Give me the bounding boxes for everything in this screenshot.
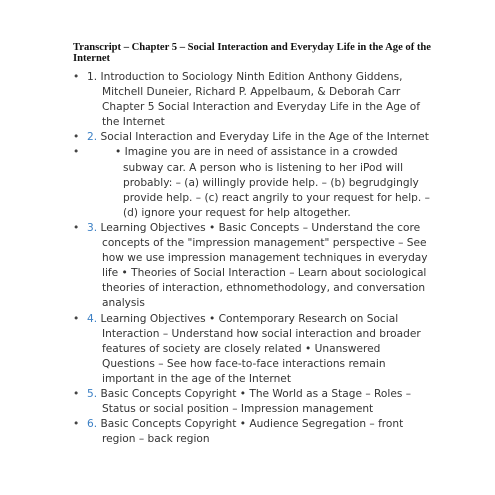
item-text: Introduction to Sociology Ninth Edition Anthony Giddens, Mitchell Duneier, Richard P. Appelbaum, & Deborah Carr Chapter 5 Social Interaction and Everyday Life in the Age of the Internet xyxy=(100,71,421,129)
bullet-icon: • xyxy=(73,418,80,431)
item-body xyxy=(87,70,433,130)
item-body xyxy=(87,221,433,312)
list-item xyxy=(73,387,433,417)
item-body xyxy=(87,387,433,417)
item-number: 1. xyxy=(87,71,98,83)
item-text: Learning Objectives • Contemporary Research on Social Interaction – Understand how social interaction and broader features of society are closely related • Unanswered Questions – See how face-to-face interactions remain important in the age of the Internet xyxy=(100,312,421,385)
item-number-link[interactable]: 3. xyxy=(87,221,98,234)
transcript-list xyxy=(73,70,433,447)
item-number-link[interactable]: 2. xyxy=(87,131,98,144)
item-body xyxy=(87,417,433,447)
list-item xyxy=(73,70,433,130)
item-text: Basic Concepts Copyright • Audience Segregation – front region – back region xyxy=(100,418,404,446)
list-item xyxy=(73,145,433,220)
item-number-link[interactable]: 4. xyxy=(87,312,98,325)
item-text: Social Interaction and Everyday Life in the Age of the Internet xyxy=(100,131,429,144)
item-number-link[interactable]: 6. xyxy=(87,418,98,431)
item-body xyxy=(87,312,433,387)
list-item xyxy=(73,417,433,447)
item-text: Basic Concepts Copyright • The World as a Stage – Roles – Status or social position – Impression management xyxy=(100,387,412,416)
bullet-icon: • xyxy=(73,221,80,234)
bullet-icon: • xyxy=(73,146,80,159)
list-item xyxy=(73,130,433,145)
document-title: Transcript – Chapter 5 – Social Interaction and Everyday Life in the Age of the Internet xyxy=(73,42,432,64)
item-text: Learning Objectives • Basic Concepts – Understand the core concepts of the "impression management" perspective – See how we use impression management techniques in everyday life • Theories of Social Interaction – Learn about sociological theories of interaction, ethnomethodology, and conversation analysis xyxy=(100,221,428,310)
bullet-icon: • xyxy=(73,312,80,325)
bullet-icon: • xyxy=(73,387,80,400)
list-item xyxy=(73,221,433,312)
item-text: • Imagine you are in need of assistance in a crowded subway car. A person who is listening to her iPod will probably: – (a) willingly provide help. – (b) begrudgingly provide help. – (c) react angrily to your request for help. – (d) ignore your request for help altogether. xyxy=(115,146,430,219)
list-item xyxy=(73,312,433,387)
item-number-link[interactable]: 5. xyxy=(87,387,98,400)
bullet-icon: • xyxy=(73,71,80,83)
item-body xyxy=(87,145,433,220)
bullet-icon: • xyxy=(73,131,80,144)
item-body xyxy=(87,130,433,145)
